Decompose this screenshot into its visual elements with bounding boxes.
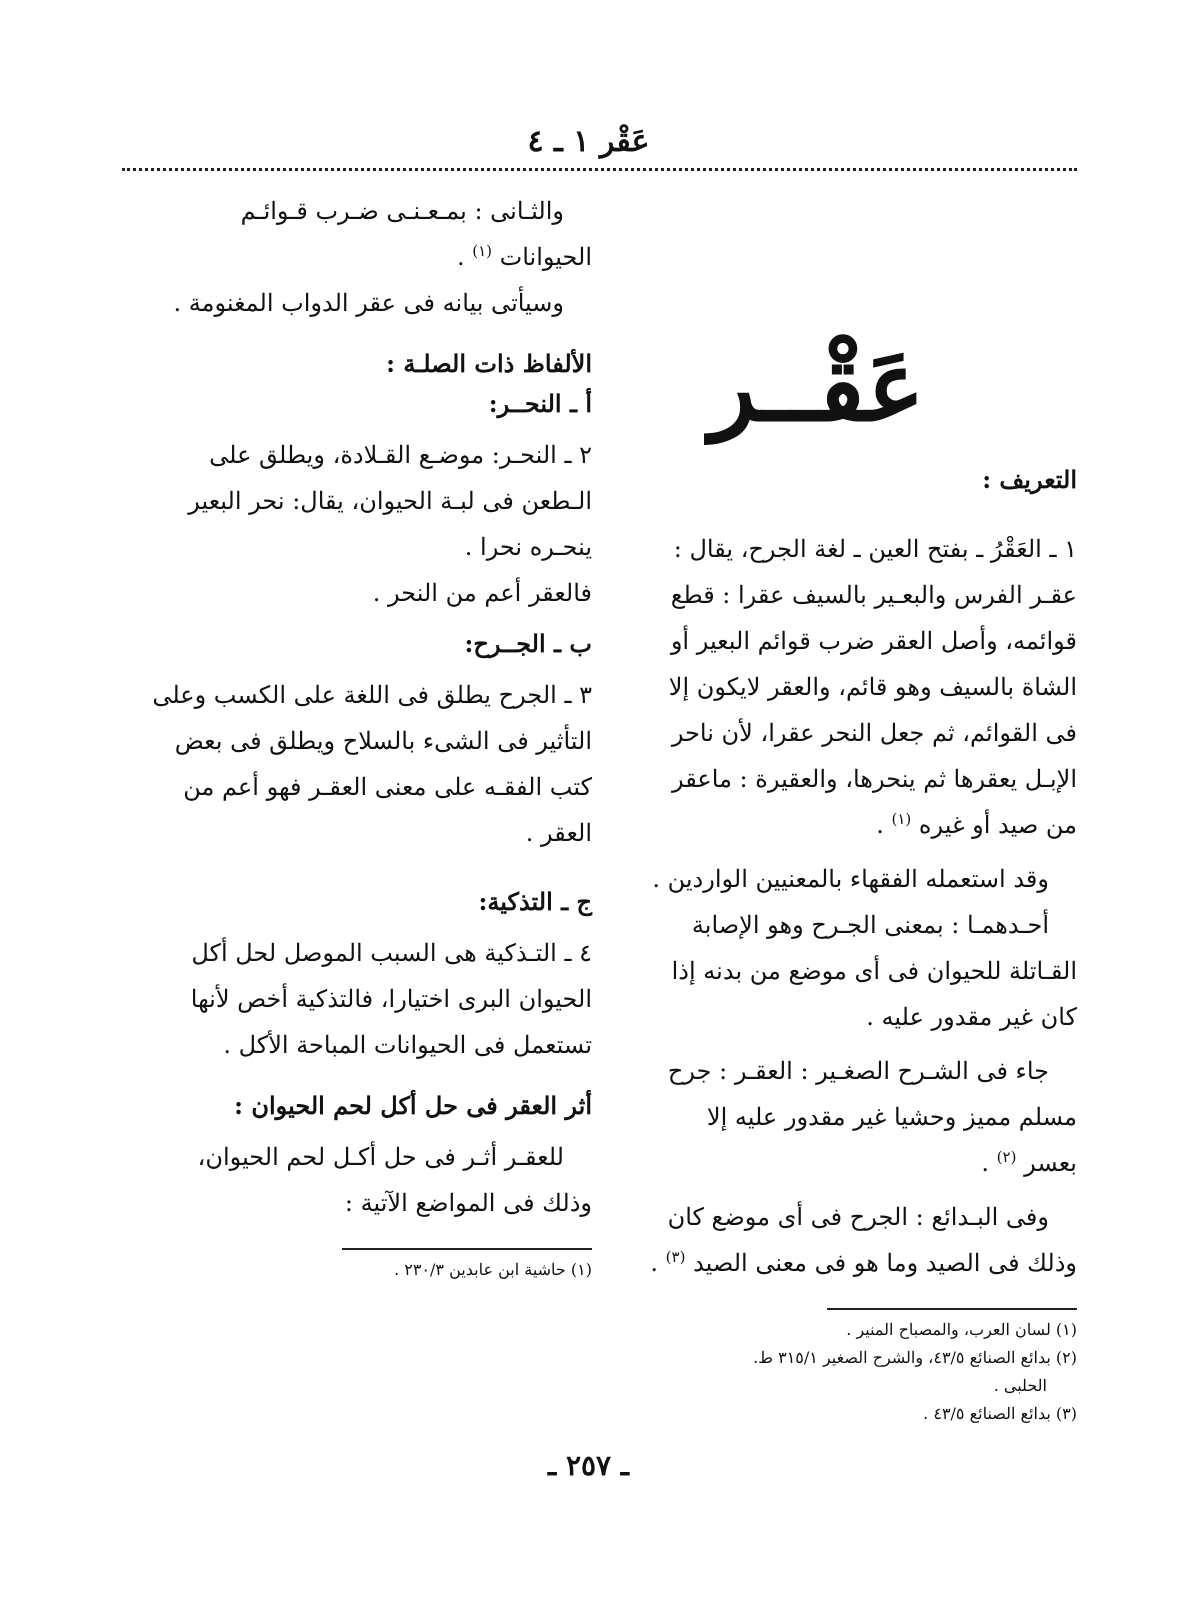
text-line: الحيوانات $^{(١)}$ . [456,242,592,271]
jarh-paragraph [132,672,592,856]
sharh-saghir-paragraph [617,1048,1077,1186]
footnotes [132,1256,592,1284]
text-line: فى القوائم، ثم جعل النحر عقرا، لأن ناحر [671,719,1077,747]
text-span: بعسر [1024,1149,1077,1177]
footnote-rule [827,1308,1077,1310]
text-line: مسلم مميز وحشيا غير مقدور عليه إلا [706,1103,1077,1131]
footnote: (١) لسان العرب، والمصباح المنير . [846,1320,1077,1339]
definition-paragraph [617,526,1077,848]
footnote-ref: (٣) [665,1248,686,1266]
text-line: من صيد أو غيره $^{(١)}$ . [876,810,1077,839]
text-line: ١ ـ العَقْرُ ـ بفتح العين ـ لغة الجرح، يقال : [673,535,1077,563]
subheading-jarh: ب ـ الجــرح: [464,629,592,658]
footnote: (٢) بدائع الصنائع ٤٣/٥، والشرح الصغير ٣١٥/١ ط. [753,1348,1077,1367]
related-terms-heading: الألفاظ ذات الصلـة : [386,349,592,378]
cross-reference-paragraph: وسيأتى بيانه فى عقر الدواب المغنومة . [173,289,564,317]
subheading-tadhkiya: ج ـ التذكية: [478,887,592,916]
page-header-title: عَقْر ١ ـ ٤ [527,124,650,159]
footnote-ref: (٢) [996,1148,1017,1166]
text-line: التأثير فى الشىء بالسلاح ويطلق فى بعض [174,727,592,755]
text-line: الحيوان البرى اختيارا، فالتذكية أخص لأنها [190,985,592,1013]
left-column [132,188,592,1284]
text-span: وذلك فى الصيد وما هو فى معنى الصيد [693,1249,1077,1277]
text-span: الحيوانات [499,243,592,271]
text-line: للعقـر أثـر فى حل أكـل لحم الحيوان، [197,1143,564,1171]
text-line: عقـر الفرس والبعـير بالسيف عقرا : قطع [670,581,1077,609]
text-line: ٣ ـ الجرح يطلق فى اللغة على الكسب وعلى [152,681,592,709]
text-line: الشاة بالسيف وهو قائم، والعقر لايكون إلا [668,673,1077,701]
text-line: أحـدهمـا : بمعنى الجـرح وهو الإصابة [691,911,1049,939]
text-line: تستعمل فى الحيوانات المباحة الأكل . [223,1031,592,1059]
text-line: ٤ ـ التـذكية هى السبب الموصل لحل أكل [191,939,592,967]
definition-heading: التعريف : [982,465,1077,494]
text-line: القـاتلة للحيوان فى أى موضع من بدنه إذا [671,957,1077,985]
right-column [617,182,1077,1428]
nahr-paragraph [132,432,592,616]
footnote-ref: (١) [891,810,912,828]
footnote-continuation: الحلبى . [993,1376,1047,1395]
footnote-rule [342,1248,592,1250]
second-meaning-paragraph [132,188,592,280]
text-line: وذلك فى المواضع الآتية : [344,1189,592,1217]
page-number: ـ ٢٥٧ ـ [547,1449,630,1482]
text-line: قوائمه، وأصل العقر ضرب قوائم البعير أو [670,627,1077,655]
text-line: كتب الفقـه على معنى العقـر فهو أعم من [183,773,592,801]
usage-paragraph: وقد استعمله الفقهاء بالمعنيين الواردين . [652,865,1049,893]
text-line: والثـانى : بمـعـنـى ضـرب قـوائـم [240,197,564,225]
text-line: الـطعن فى لبـة الحيوان، يقال: نحر البعير [188,487,592,515]
effect-paragraph [132,1134,592,1226]
effect-heading: أثر العقر فى حل أكل لحم الحيوان : [234,1091,592,1120]
tadhkiya-paragraph [132,930,592,1068]
footnote-ref: (١) [472,242,492,260]
header-dotted-rule [122,168,1077,171]
footnote: (١) حاشية ابن عابدين ٢٣٠/٣ . [394,1260,592,1279]
text-line: ٢ ـ النحـر: موضـع القـلادة، ويطلق على [209,441,592,469]
badai-paragraph [617,1194,1077,1286]
entry-title: عَقْــر [709,330,925,443]
subheading-nahr: أ ـ النحــر: [488,389,592,418]
footnotes [617,1316,1077,1428]
footnote: (٣) بدائع الصنائع ٤٣/٥ . [923,1404,1077,1423]
text-line: وفى البـدائع : الجرح فى أى موضع كان [667,1203,1049,1231]
first-meaning-paragraph [617,902,1077,1040]
text-line: وذلك فى الصيد وما هو فى معنى الصيد $^{(٣)}$ . [650,1248,1077,1277]
text-span: من صيد أو غيره [918,811,1077,839]
text-line: الإبـل يعقرها ثم ينحرها، والعقيرة : ماعقر [672,765,1077,793]
text-line: جاء فى الشـرح الصغـير : العقـر : جرح [667,1057,1049,1085]
text-line: العقر . [525,819,592,847]
text-line: كان غير مقدور عليه . [866,1003,1077,1031]
text-line: بعسر $^{(٢)}$ . [981,1148,1077,1177]
text-line: فالعقر أعم من النحر . [372,579,592,607]
text-line: ينحـره نحرا . [464,533,592,561]
